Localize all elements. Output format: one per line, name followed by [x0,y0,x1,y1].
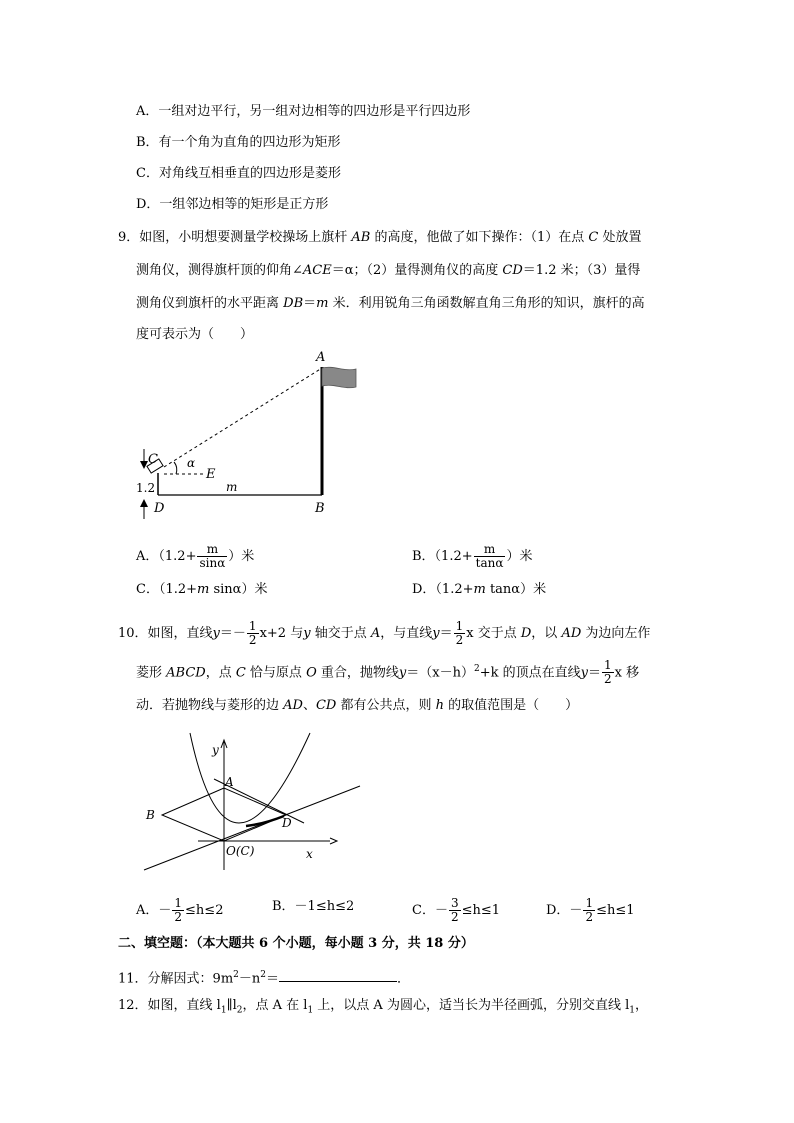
q9-stem-line3: 测角仪到旗杆的水平距离 DB＝m 米．利用锐角三角函数解直角三角形的知识，旗杆的高 [136,296,645,311]
fig9-label-height: 1.2 [136,481,156,495]
fig10-label-y: y [212,743,219,757]
fig9-label-alpha: α [187,456,196,470]
fig10-label-oc: O(C) [226,844,255,858]
q9-stem-line1: 9．如图，小明想要测量学校操场上旗杆 AB 的高度，他做了如下操作：（1）在点 C 处放置 [118,230,642,245]
q11-answer-blank[interactable] [279,967,397,982]
q9-option-c: C．（1.2+m sinα）米 [136,582,268,597]
section-fill-in-title: 二、填空题：（本大题共 6 个小题，每小题 3 分，共 18 分） [118,936,474,951]
q10-option-b: B．－1≤h≤2 [272,899,355,914]
fig9-label-d: D [154,501,165,516]
q9-stem-line4: 度可表示为（ ） [136,327,254,342]
q10-option-d: D．－ $\frac{1}{2}$ ≤h≤1 [546,896,635,924]
q9-option-b: B．（1.2+ $\frac{m}{\tan\alpha}$ ）米 [412,542,533,570]
q10-option-a: A．－ $\frac{1}{2}$ ≤h≤2 [136,896,224,924]
fig9-label-c: C [148,452,158,467]
fig10-label-a: A [225,775,234,789]
q10-rhombus-parabola-figure [138,728,368,878]
fig9-label-b: B [315,501,325,516]
q10-stem-line1: 10．如图，直线y＝－ $\frac{1}{2}$ x+2 与y 轴交于点 A，与直线y＝ $\frac{1}{2}$ x 交于点 D，以 AD 为边向左作 [118,619,651,647]
q9-flagpole-figure [130,345,370,520]
q12-stem: 12．如图，直线 $l_1\parallel l_2$，点 A 在 $l_1$ 上，以点 A 为圆心，适当长为半径画弧，分别交直线 $l_1$， [118,998,648,1016]
q9-option-d: D．（1.2+m tanα）米 [412,582,547,597]
q8-option-a: A．一组对边平行，另一组对边相等的四边形是平行四边形 [136,104,471,119]
fig10-label-b: B [146,808,155,822]
q10-option-c: C．－ $\frac{3}{2}$ ≤h≤1 [412,896,501,924]
q11-stem: 11．分解因式：$9m^2-n^2=$ ． [118,965,410,989]
fig10-label-d: D [282,816,292,830]
q10-stem-line2: 菱形 ABCD，点 C 恰与原点 O 重合，抛物线$y=(x-h)^2+k$ 的顶点在直线y＝ $\frac{1}{2}$ x 移 [136,658,640,687]
q9-option-a: A．（1.2+ $\frac{m}{\sin\alpha}$ ）米 [136,542,255,570]
q8-option-c: C．对角线互相垂直的四边形是菱形 [136,166,341,181]
q10-stem-line3: 动．若抛物线与菱形的边 AD、CD 都有公共点，则 h 的取值范围是（ ） [136,698,579,713]
fig10-label-x: x [306,847,313,861]
q8-option-d: D．一组邻边相等的矩形是正方形 [136,197,329,212]
q8-option-b: B．有一个角为直角的四边形为矩形 [136,135,341,150]
fig9-label-m: m [226,480,238,494]
fig9-label-a: A [316,350,326,365]
fig9-label-e: E [206,467,216,482]
q9-stem-line2: 测角仪，测得旗杆顶的仰角∠ACE＝α；（2）量得测角仪的高度 CD＝1.2 米；（3）量得 [136,263,641,278]
